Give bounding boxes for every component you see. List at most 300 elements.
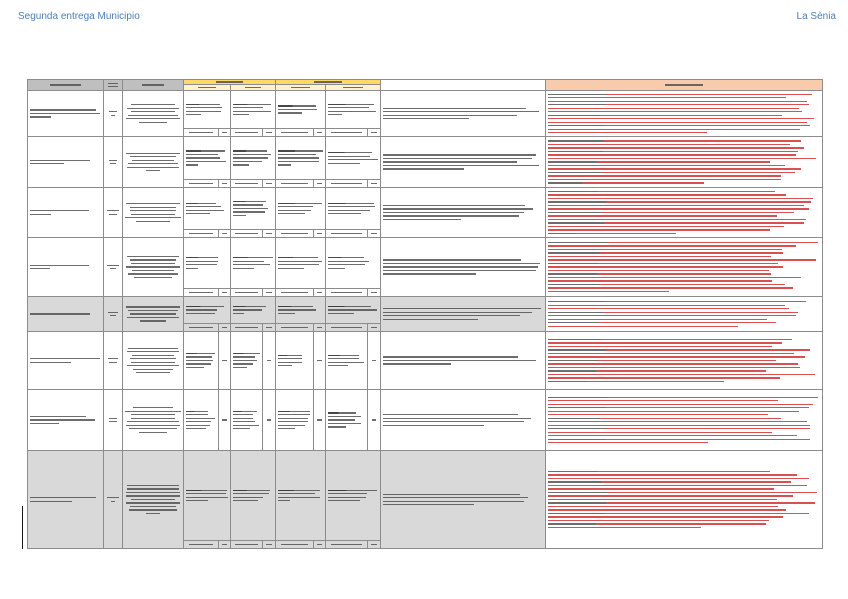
text-line bbox=[331, 183, 361, 184]
text-line bbox=[189, 233, 214, 234]
text-line bbox=[548, 492, 817, 493]
status-value-cell bbox=[262, 389, 276, 451]
text-line bbox=[278, 210, 311, 211]
text-line bbox=[30, 116, 51, 117]
text-line bbox=[328, 412, 356, 413]
text-line bbox=[548, 322, 776, 323]
text-line bbox=[281, 183, 308, 184]
text-line bbox=[328, 355, 359, 356]
text-line bbox=[548, 118, 814, 119]
text-line bbox=[383, 212, 524, 213]
text-line bbox=[278, 362, 302, 363]
text-line bbox=[125, 217, 181, 218]
text-line bbox=[328, 210, 370, 211]
text-line bbox=[136, 221, 169, 222]
observations-cell bbox=[545, 331, 823, 390]
text-line bbox=[383, 497, 528, 498]
text-line bbox=[383, 312, 532, 313]
text-line bbox=[233, 497, 263, 498]
status-cell bbox=[275, 90, 326, 129]
text-line bbox=[198, 87, 216, 88]
text-line bbox=[186, 411, 208, 412]
text-line bbox=[328, 107, 369, 108]
text-line bbox=[548, 346, 772, 347]
text-line bbox=[328, 493, 367, 494]
text-line bbox=[548, 277, 801, 278]
text-line bbox=[189, 327, 214, 328]
text-line bbox=[328, 358, 359, 359]
text-line bbox=[233, 164, 249, 165]
text-line bbox=[233, 428, 250, 429]
text-line bbox=[328, 159, 378, 160]
text-line bbox=[233, 425, 259, 426]
text-line bbox=[383, 111, 539, 112]
status-cell bbox=[275, 136, 326, 180]
text-line bbox=[317, 233, 322, 234]
text-line bbox=[328, 497, 366, 498]
text-line bbox=[548, 222, 804, 223]
status-cell bbox=[230, 450, 276, 541]
text-line bbox=[548, 154, 796, 155]
text-line bbox=[548, 319, 767, 320]
text-line bbox=[548, 212, 794, 213]
text-line bbox=[127, 351, 179, 352]
text-line bbox=[548, 284, 785, 285]
text-line bbox=[278, 421, 308, 422]
text-line bbox=[222, 419, 226, 420]
text-line bbox=[266, 132, 272, 133]
text-line bbox=[110, 163, 117, 164]
text-line bbox=[278, 264, 319, 265]
text-line bbox=[125, 411, 180, 412]
text-line bbox=[383, 154, 536, 155]
text-line bbox=[110, 315, 116, 316]
text-line bbox=[328, 257, 364, 258]
text-line bbox=[109, 160, 118, 161]
text-line bbox=[127, 256, 179, 257]
status-cell bbox=[230, 237, 276, 289]
text-line bbox=[30, 113, 100, 114]
text-line bbox=[548, 509, 786, 510]
text-line bbox=[127, 421, 179, 422]
text-line bbox=[140, 320, 167, 321]
text-line bbox=[186, 114, 201, 115]
status-cell bbox=[275, 187, 326, 230]
text-line bbox=[186, 257, 218, 258]
status-date-cell bbox=[230, 540, 263, 549]
text-line bbox=[328, 114, 342, 115]
text-line bbox=[278, 203, 322, 204]
text-line bbox=[383, 219, 461, 220]
text-line bbox=[317, 360, 321, 361]
text-line bbox=[548, 377, 780, 378]
text-line bbox=[30, 497, 96, 498]
text-line bbox=[30, 362, 71, 363]
text-line bbox=[314, 81, 343, 82]
text-line bbox=[186, 428, 206, 429]
text-line bbox=[30, 268, 50, 269]
text-line bbox=[131, 414, 176, 415]
text-line bbox=[548, 400, 778, 401]
text-line bbox=[142, 84, 164, 85]
text-line bbox=[343, 87, 364, 88]
weight-cell bbox=[103, 136, 123, 188]
status-cell bbox=[230, 136, 276, 180]
indicator-cell bbox=[27, 187, 104, 238]
weight-cell bbox=[103, 331, 123, 390]
text-line bbox=[186, 490, 227, 491]
status-cell bbox=[183, 187, 231, 230]
text-line bbox=[548, 280, 772, 281]
text-line bbox=[317, 292, 322, 293]
observations-cell bbox=[545, 450, 823, 549]
text-line bbox=[222, 132, 227, 133]
text-line bbox=[278, 355, 302, 356]
text-line bbox=[189, 292, 214, 293]
text-line bbox=[328, 206, 375, 207]
text-line bbox=[548, 165, 785, 166]
status-cell bbox=[230, 389, 263, 451]
text-line bbox=[233, 261, 264, 262]
text-line bbox=[548, 208, 809, 209]
text-line bbox=[548, 158, 816, 159]
text-line bbox=[222, 183, 227, 184]
text-line bbox=[548, 266, 783, 267]
text-line bbox=[548, 326, 738, 327]
status-cell bbox=[325, 136, 381, 180]
text-line bbox=[233, 306, 266, 307]
text-line bbox=[383, 165, 539, 166]
text-line bbox=[278, 490, 320, 491]
text-line bbox=[548, 432, 772, 433]
text-line bbox=[548, 94, 812, 95]
text-line bbox=[548, 111, 802, 112]
text-line bbox=[548, 370, 766, 371]
text-line bbox=[186, 493, 226, 494]
text-line bbox=[331, 233, 361, 234]
text-line bbox=[278, 112, 302, 113]
text-line bbox=[278, 493, 315, 494]
text-line bbox=[132, 160, 174, 161]
text-line bbox=[30, 358, 100, 359]
text-line bbox=[278, 109, 317, 110]
text-line bbox=[548, 414, 768, 415]
text-line bbox=[30, 416, 86, 417]
text-line bbox=[233, 363, 253, 364]
text-line bbox=[186, 264, 217, 265]
text-line bbox=[317, 132, 322, 133]
text-line bbox=[126, 492, 181, 493]
status-cell bbox=[325, 237, 381, 289]
text-line bbox=[372, 360, 377, 361]
text-line bbox=[108, 312, 119, 313]
text-line bbox=[278, 306, 313, 307]
text-line bbox=[548, 97, 786, 98]
text-line bbox=[278, 309, 316, 310]
text-line bbox=[130, 210, 175, 211]
text-line bbox=[131, 111, 176, 112]
text-line bbox=[548, 315, 796, 316]
text-line bbox=[383, 356, 518, 357]
text-line bbox=[233, 208, 268, 209]
text-line bbox=[548, 104, 809, 105]
text-line bbox=[186, 157, 220, 158]
text-line bbox=[189, 132, 214, 133]
text-line bbox=[548, 349, 810, 350]
status-cell bbox=[183, 237, 231, 289]
text-line bbox=[267, 360, 272, 361]
status-cell bbox=[275, 237, 326, 289]
text-line bbox=[383, 118, 469, 119]
text-line bbox=[548, 367, 800, 368]
definition-cell bbox=[122, 90, 184, 137]
indicator-cell bbox=[27, 237, 104, 297]
text-line bbox=[548, 442, 708, 443]
text-line bbox=[383, 115, 517, 116]
text-line bbox=[266, 183, 272, 184]
text-line bbox=[126, 118, 179, 119]
text-line bbox=[548, 245, 796, 246]
text-line bbox=[548, 129, 800, 130]
status-date-cell bbox=[325, 540, 368, 549]
text-line bbox=[127, 488, 179, 489]
text-line bbox=[328, 213, 361, 214]
text-line bbox=[548, 527, 701, 528]
text-line bbox=[130, 313, 176, 314]
text-line bbox=[328, 261, 369, 262]
text-line bbox=[328, 163, 360, 164]
text-line bbox=[126, 425, 179, 426]
text-line bbox=[371, 183, 377, 184]
text-line bbox=[233, 421, 255, 422]
weight-cell bbox=[103, 296, 123, 332]
text-line bbox=[130, 207, 176, 208]
text-line bbox=[278, 213, 305, 214]
text-line bbox=[107, 210, 119, 211]
status-value-cell bbox=[262, 540, 276, 549]
indicator-cell bbox=[27, 296, 104, 332]
text-line bbox=[548, 418, 781, 419]
text-line bbox=[233, 411, 257, 412]
text-line bbox=[328, 500, 360, 501]
text-line bbox=[548, 471, 770, 472]
status-value-cell bbox=[367, 540, 381, 549]
detail-cell bbox=[380, 389, 546, 451]
text-line bbox=[328, 203, 374, 204]
text-line bbox=[278, 161, 319, 162]
text-line bbox=[266, 327, 272, 328]
text-line bbox=[139, 122, 166, 123]
weight-cell bbox=[103, 450, 123, 549]
text-line bbox=[130, 156, 176, 157]
status-cell bbox=[325, 296, 381, 324]
definition-cell bbox=[122, 136, 184, 188]
detail-cell bbox=[380, 187, 546, 238]
text-line bbox=[222, 327, 227, 328]
text-line bbox=[548, 407, 809, 408]
text-line bbox=[139, 432, 166, 433]
status-cell bbox=[230, 331, 263, 390]
text-line bbox=[383, 308, 541, 309]
text-line bbox=[278, 157, 319, 158]
text-line bbox=[548, 219, 806, 220]
text-line bbox=[109, 362, 117, 363]
text-line bbox=[129, 509, 178, 510]
text-line bbox=[186, 206, 221, 207]
text-line bbox=[548, 428, 810, 429]
text-line bbox=[548, 474, 797, 475]
text-line bbox=[383, 208, 533, 209]
text-line bbox=[186, 306, 224, 307]
weight-cell bbox=[103, 237, 123, 297]
document-title: Segunda entrega Municipio bbox=[18, 11, 140, 22]
text-line bbox=[186, 360, 213, 361]
text-line bbox=[548, 374, 815, 375]
text-line bbox=[233, 360, 257, 361]
text-line bbox=[372, 419, 377, 420]
text-line bbox=[233, 493, 269, 494]
definition-cell bbox=[122, 237, 184, 297]
text-line bbox=[371, 233, 377, 234]
text-line bbox=[383, 418, 531, 419]
text-line bbox=[109, 214, 118, 215]
text-line bbox=[233, 418, 253, 419]
status-value-cell bbox=[367, 389, 381, 451]
text-line bbox=[328, 306, 371, 307]
text-line bbox=[383, 263, 540, 264]
text-line bbox=[131, 499, 175, 500]
text-line bbox=[548, 301, 806, 302]
text-line bbox=[108, 83, 118, 84]
detail-cell bbox=[380, 450, 546, 549]
text-line bbox=[548, 175, 781, 176]
text-line bbox=[186, 203, 216, 204]
text-line bbox=[278, 428, 295, 429]
text-line bbox=[235, 132, 258, 133]
margin-mark bbox=[22, 506, 23, 549]
text-line bbox=[383, 360, 536, 361]
text-line bbox=[233, 268, 254, 269]
text-line bbox=[383, 161, 517, 162]
text-line bbox=[548, 506, 778, 507]
text-line bbox=[383, 168, 464, 169]
text-line bbox=[278, 268, 304, 269]
text-line bbox=[30, 160, 90, 161]
text-line bbox=[548, 147, 804, 148]
text-line bbox=[548, 339, 792, 340]
text-line bbox=[281, 132, 308, 133]
text-line bbox=[30, 313, 90, 314]
text-line bbox=[146, 170, 161, 171]
text-line bbox=[281, 327, 308, 328]
text-line bbox=[328, 419, 355, 420]
text-line bbox=[233, 111, 271, 112]
text-line bbox=[371, 292, 377, 293]
text-line bbox=[548, 122, 807, 123]
text-line bbox=[278, 206, 313, 207]
text-line bbox=[233, 356, 255, 357]
observations-cell bbox=[545, 136, 823, 188]
text-line bbox=[245, 87, 262, 88]
weight-cell bbox=[103, 90, 123, 137]
text-line bbox=[30, 214, 51, 215]
text-line bbox=[233, 215, 246, 216]
text-line bbox=[278, 425, 305, 426]
text-line bbox=[233, 500, 258, 501]
detail-cell bbox=[380, 331, 546, 390]
text-line bbox=[266, 292, 272, 293]
text-line bbox=[109, 421, 117, 422]
text-line bbox=[107, 497, 119, 498]
text-line bbox=[186, 107, 222, 108]
text-line bbox=[548, 481, 791, 482]
text-line bbox=[278, 500, 290, 501]
text-line bbox=[548, 523, 766, 524]
text-line bbox=[548, 144, 790, 145]
text-line bbox=[186, 164, 198, 165]
text-line bbox=[278, 358, 302, 359]
text-line bbox=[186, 500, 208, 501]
text-line bbox=[128, 163, 179, 164]
text-line bbox=[189, 544, 214, 545]
text-line bbox=[548, 502, 815, 503]
text-line bbox=[128, 310, 178, 311]
indicator-cell bbox=[27, 331, 104, 390]
text-line bbox=[383, 425, 484, 426]
text-line bbox=[383, 215, 519, 216]
text-line bbox=[107, 265, 118, 266]
text-line bbox=[548, 291, 669, 292]
text-line bbox=[548, 353, 794, 354]
text-line bbox=[371, 132, 377, 133]
text-line bbox=[665, 84, 703, 85]
text-line bbox=[186, 414, 208, 415]
text-line bbox=[383, 273, 476, 274]
text-line bbox=[278, 150, 323, 151]
text-line bbox=[216, 81, 243, 82]
text-line bbox=[328, 152, 372, 153]
text-line bbox=[186, 213, 210, 214]
text-line bbox=[222, 360, 226, 361]
observations-cell bbox=[545, 90, 823, 137]
text-line bbox=[331, 292, 361, 293]
text-line bbox=[548, 397, 818, 398]
text-line bbox=[233, 104, 271, 105]
indicator-cell bbox=[27, 136, 104, 188]
text-line bbox=[108, 358, 117, 359]
text-line bbox=[186, 154, 218, 155]
text-line bbox=[278, 497, 320, 498]
text-line bbox=[548, 270, 769, 271]
status-date-cell bbox=[183, 540, 219, 549]
text-line bbox=[233, 211, 265, 212]
text-line bbox=[233, 150, 267, 151]
text-line bbox=[328, 264, 365, 265]
text-line bbox=[548, 161, 770, 162]
text-line bbox=[548, 233, 676, 234]
text-line bbox=[317, 419, 321, 420]
text-line bbox=[548, 287, 793, 288]
status-cell bbox=[230, 187, 276, 230]
status-cell bbox=[183, 90, 231, 129]
text-line bbox=[548, 168, 801, 169]
text-line bbox=[30, 423, 59, 424]
text-line bbox=[110, 268, 117, 269]
text-line bbox=[126, 306, 181, 307]
text-line bbox=[108, 86, 118, 87]
text-line bbox=[383, 315, 520, 316]
text-line bbox=[548, 513, 809, 514]
